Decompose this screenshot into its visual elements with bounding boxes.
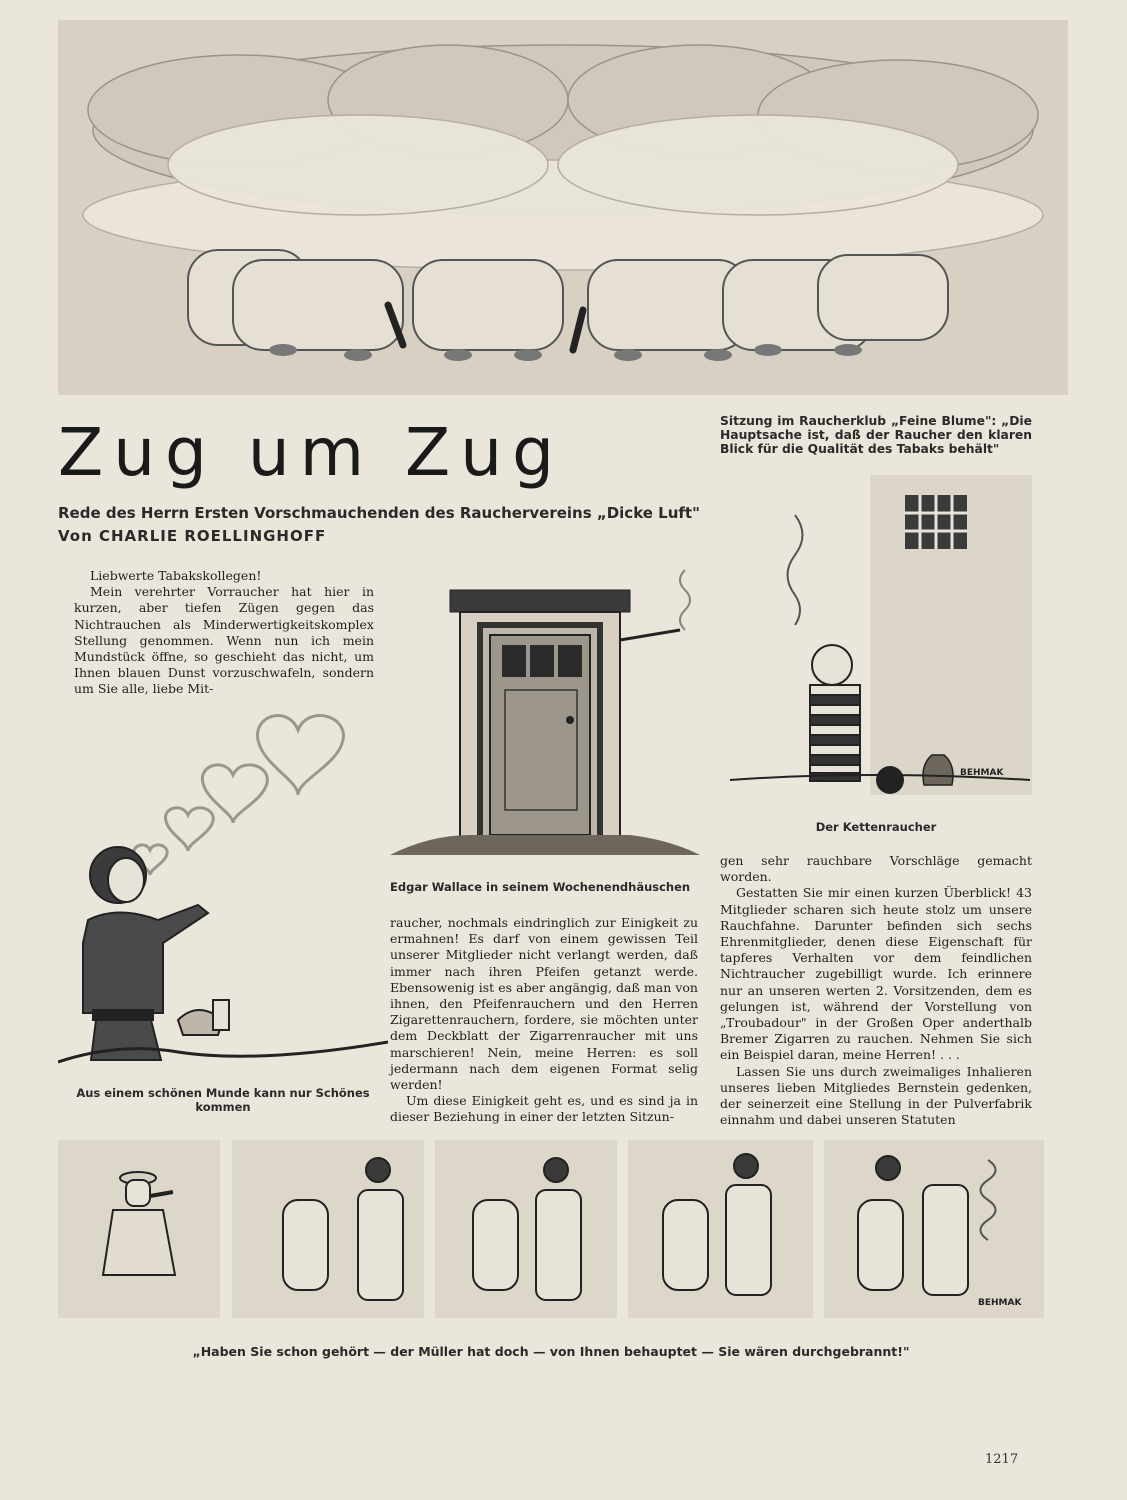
article-subtitle: Rede des Herrn Ersten Vorschmauchenden des Rauchervereins „Dicke Luft" [58, 504, 700, 522]
pipe-barrel [620, 630, 680, 640]
door-handle-icon [566, 716, 574, 724]
caption-munde: Aus einem schönen Munde kann nur Schönes kommen [76, 1086, 370, 1114]
caption-comic: „Haben Sie schon gehört — der Müller hat doch — von Ihnen behauptet — Sie wären durchgebrannt!" [192, 1344, 910, 1359]
paragraph: Um diese Einigkeit geht es, und es sind ja in dieser Beziehung in einer der letzten Sitzun- [390, 1093, 698, 1125]
outhouse-illustration [390, 560, 700, 865]
article-byline: Von CHARLIE ROELLINGHOFF [58, 527, 327, 545]
artist-signature: BEHMAK [978, 1298, 1022, 1308]
jug-icon [923, 755, 953, 785]
chain-smoker-prisoner-illustration [720, 475, 1032, 815]
text-column-1 [74, 568, 374, 698]
caption-kettenraucher: Der Kettenraucher [815, 820, 937, 834]
door-window [502, 645, 582, 677]
page-number: 1217 [985, 1452, 1019, 1467]
text-column-3 [720, 853, 1032, 1128]
paragraph: gen sehr rauchbare Vorschläge gemacht worden. [720, 853, 1032, 885]
article-title: Zug um Zug [58, 414, 564, 491]
paragraph: Mein verehrter Vorraucher hat hier in kurzen, aber tiefen Zügen gegen das Nichtrauchen als Minderwertigkeitskomplex Stellung genommen. Wenn nun ich mein Mundstück öffne, so geschieht das nicht, um Ihnen blauen Dunst vorzuschwafeln, sondern um Sie alle, liebe Mit- [74, 584, 374, 697]
smoke-swirl [788, 515, 803, 625]
caption-raucherklub: Sitzung im Raucherklub „Feine Blume": „Die Hauptsache ist, daß der Raucher den klaren Blick für die Qualität des Tabaks behält" [720, 414, 1032, 456]
salutation: Liebwerte Tabakskollegen! [90, 568, 262, 583]
paragraph: raucher, nochmals eindringlich zur Einigkeit zu ermahnen! Es darf von einem gewissen Teil unserer Mitglieder nicht verlangt werden, daß immer nach ihren Pfeifen getanzt werde. Ebensowenig ist es aber angängig, daß man von ihnen, den Pfeifenrauchern und den Herren Zigarettenrauchern, fordere, sie möchten unter dem Deckblatt der Zigarrenraucher mit uns marschieren! Nein, meine Herren: es soll jedermann nach dem eigenen Format selig werden! [390, 915, 698, 1093]
barred-window [905, 495, 967, 549]
caption-wallace: Edgar Wallace in seinem Wochenendhäuschen [390, 880, 691, 894]
ball-and-chain-icon [876, 766, 904, 794]
smoking-club-illustration [58, 20, 1068, 395]
heart-smoke [119, 716, 344, 892]
paragraph: Lassen Sie uns durch zweimaliges Inhalieren unseres lieben Mitgliedes Bernstein gedenken, der seinerzeit eine Stellung in der Pulverfabrik einnahm und dabei unseren Statuten [720, 1063, 1032, 1128]
text-column-2 [390, 915, 698, 1126]
prisoner-figure [810, 645, 860, 781]
chimney-smoke [680, 570, 690, 630]
comic-figures [58, 1140, 1044, 1318]
ashtray-icon [178, 1000, 229, 1035]
artist-signature: BEHMAK [960, 768, 1004, 778]
paragraph: Gestatten Sie mir einen kurzen Überblick! 43 Mitglieder scharen sich heute stolz um unsere Rauchfahne. Darunter befinden sich sechs Ehrenmitglieder, denen diese Eigenschaft für tapferes Verhalten vor dem feindlichen Nichtraucher zugebilligt wurde. Ich erinnere nur an unseren werten 2. Vorsitzenden, dem es gelungen ist, während der Vorstellung von „Troubadour" in der Großen Oper anderthalb Bremer Zigarren zu rauchen. Nehmen Sie sich ein Beispiel daran, meine Herren! . . . [720, 885, 1032, 1063]
woman-smoking-hearts-illustration [58, 690, 388, 1070]
